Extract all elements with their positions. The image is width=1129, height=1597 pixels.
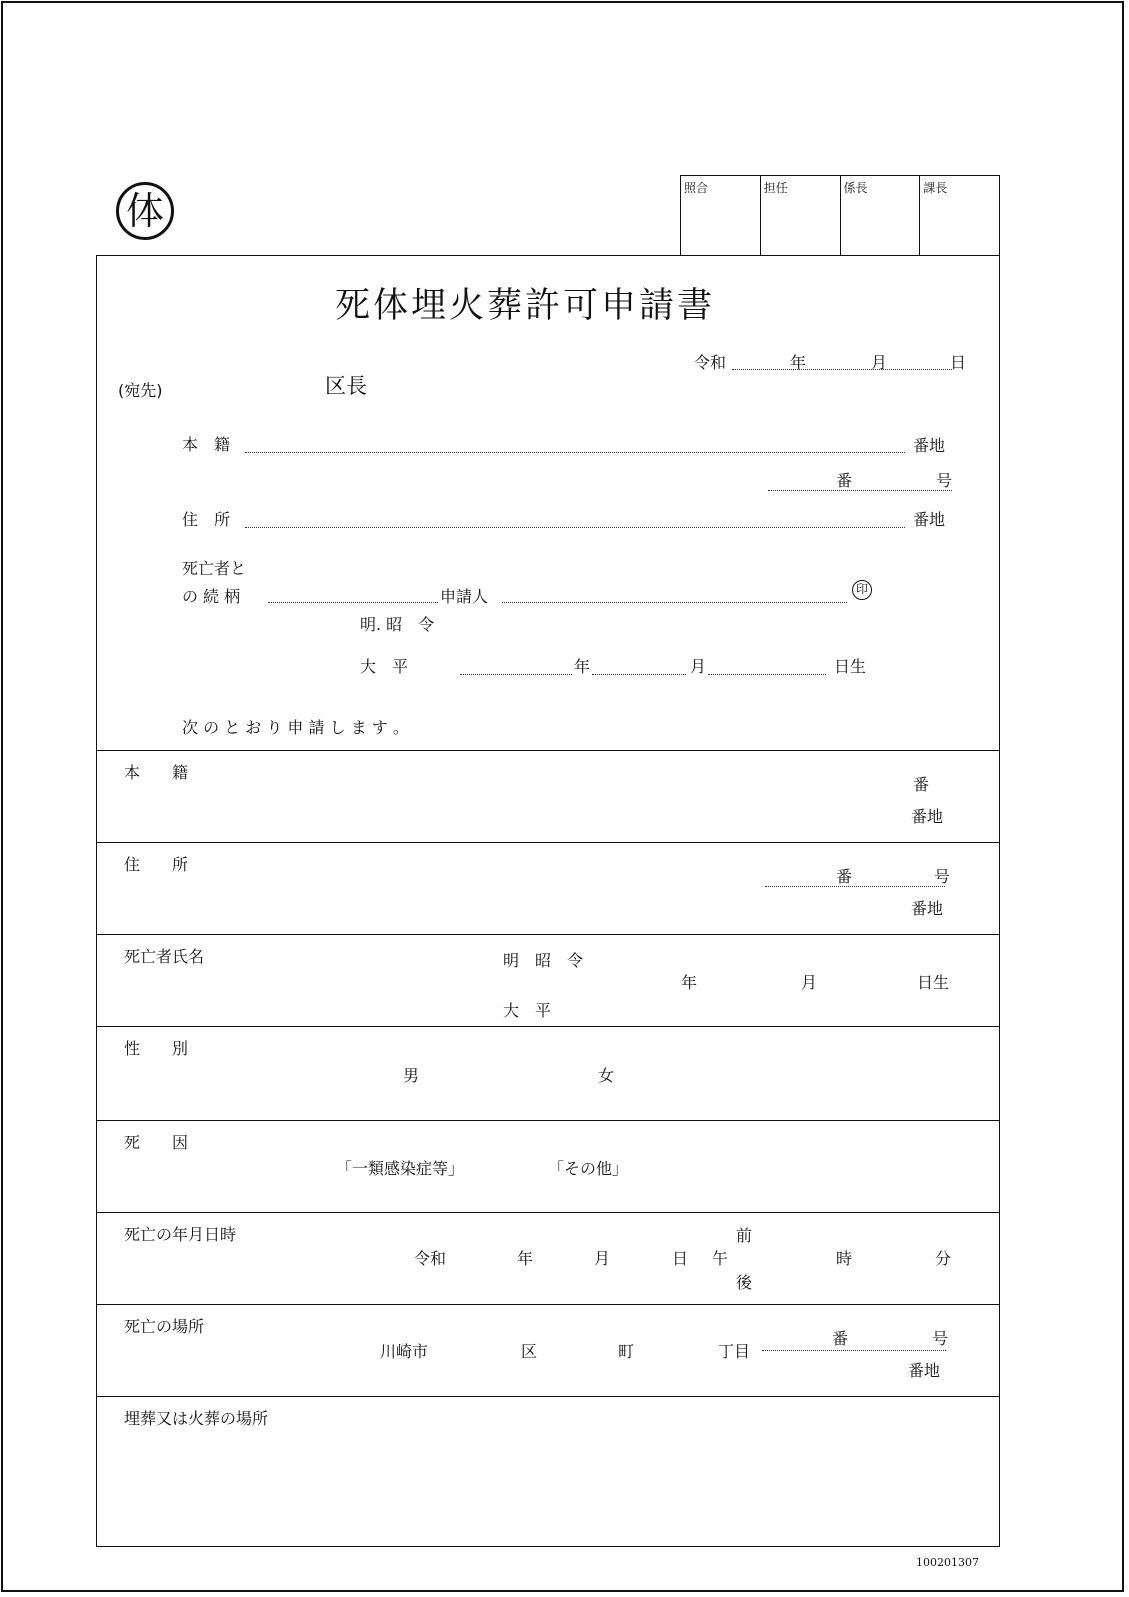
- circle-mark: 体: [116, 182, 174, 240]
- deceased-day: 日生: [917, 973, 950, 992]
- birth-era-line-2: 大 平: [360, 657, 409, 676]
- relation-label-2: の 続 柄: [182, 587, 241, 606]
- birth-year-field[interactable]: [460, 674, 572, 675]
- date-year-label: 年: [790, 353, 807, 372]
- form-box: [96, 255, 1000, 1547]
- death-am[interactable]: 前: [736, 1226, 753, 1245]
- cause-section-label: 死 因: [124, 1133, 189, 1152]
- deceased-year: 年: [681, 973, 698, 992]
- sex-male[interactable]: 男: [403, 1066, 420, 1085]
- approval-stamp-box: [680, 175, 1000, 255]
- cause-infectious[interactable]: 「一類感染症等」: [336, 1159, 465, 1178]
- deceased-name-label: 死亡者氏名: [124, 947, 205, 966]
- document-number: 100201307: [916, 1556, 979, 1569]
- birth-day-field[interactable]: [708, 674, 826, 675]
- applicant-address-field[interactable]: [245, 527, 905, 528]
- date-day-label: 日: [950, 353, 967, 372]
- applicant-honseki-ban: 番: [836, 471, 853, 490]
- death-place-label: 死亡の場所: [124, 1317, 205, 1336]
- death-place-number-field[interactable]: [762, 1350, 946, 1351]
- stamp-cell-manager: 課長: [919, 176, 999, 255]
- date-month-label: 月: [871, 353, 888, 372]
- divider: [96, 1396, 1000, 1397]
- divider: [96, 1212, 1000, 1213]
- death-place-go: 号: [932, 1329, 949, 1348]
- death-place-ban: 番: [832, 1329, 849, 1348]
- date-era: 令和: [694, 353, 727, 372]
- address-number-field[interactable]: [765, 886, 945, 887]
- sex-section-label: 性 別: [124, 1039, 189, 1058]
- address-ban: 番: [836, 867, 853, 886]
- divider: [96, 934, 1000, 935]
- address-go: 号: [934, 867, 951, 886]
- address-banchi: 番地: [911, 899, 944, 918]
- divider: [96, 842, 1000, 843]
- honseki-ban: 番: [913, 775, 930, 794]
- addressee-label: (宛先): [118, 381, 163, 400]
- applicant-honseki-go: 号: [936, 471, 953, 490]
- death-place-city: 川崎市: [380, 1342, 429, 1361]
- cause-other[interactable]: 「その他」: [548, 1159, 629, 1178]
- deceased-month: 月: [801, 973, 818, 992]
- date-field[interactable]: [732, 369, 952, 370]
- death-era: 令和: [414, 1249, 447, 1268]
- death-place-chome: 丁目: [718, 1342, 751, 1361]
- stamp-cell-check: 照合: [684, 181, 709, 195]
- death-noon: 午: [712, 1249, 729, 1268]
- relation-field[interactable]: [268, 602, 438, 603]
- death-year: 年: [517, 1249, 534, 1268]
- applicant-honseki-field[interactable]: [245, 452, 905, 453]
- applicant-name-label: 申請人: [440, 587, 489, 606]
- divider: [96, 1120, 1000, 1121]
- divider: [96, 1304, 1000, 1305]
- applicant-name-field[interactable]: [502, 602, 847, 603]
- honseki-section-label: 本 籍: [124, 763, 189, 782]
- deceased-era-1: 明 昭 令: [503, 951, 584, 970]
- death-place-banchi: 番地: [908, 1361, 941, 1380]
- birth-month-field[interactable]: [592, 674, 686, 675]
- death-pm[interactable]: 後: [736, 1273, 753, 1292]
- deceased-era-2: 大 平: [503, 1001, 552, 1020]
- death-datetime-label: 死亡の年月日時: [124, 1225, 237, 1244]
- relation-label-1: 死亡者と: [182, 559, 247, 578]
- divider: [96, 1026, 1000, 1027]
- death-month: 月: [594, 1249, 611, 1268]
- sex-female[interactable]: 女: [598, 1066, 615, 1085]
- birth-era-line-1: 明. 昭 令: [360, 615, 435, 634]
- applicant-honseki-number-field[interactable]: [768, 490, 952, 491]
- applicant-honseki-banchi: 番地: [913, 436, 946, 455]
- death-place-ward: 区: [521, 1342, 538, 1361]
- birth-day-label: 日生: [834, 657, 867, 676]
- applicant-honseki-label: 本 籍: [182, 435, 231, 454]
- seal-icon: 印: [852, 580, 872, 600]
- stamp-cell-staff: 担任: [760, 176, 840, 255]
- applicant-address-banchi: 番地: [913, 510, 946, 529]
- honseki-banchi: 番地: [911, 807, 944, 826]
- death-place-town: 町: [618, 1342, 635, 1361]
- burial-place-label: 埋葬又は火葬の場所: [124, 1409, 269, 1428]
- birth-year-label: 年: [574, 657, 591, 676]
- divider: [96, 750, 1000, 751]
- applicant-address-label: 住 所: [182, 510, 231, 529]
- addressee: 区長: [325, 374, 367, 398]
- birth-month-label: 月: [690, 657, 707, 676]
- death-day: 日: [672, 1249, 689, 1268]
- death-minute: 分: [935, 1249, 952, 1268]
- address-section-label: 住 所: [124, 855, 189, 874]
- death-hour: 時: [836, 1249, 853, 1268]
- document-title: 死体埋火葬許可申請書: [335, 286, 716, 326]
- statement: 次 の と お り 申 請 し ま す 。: [182, 718, 409, 737]
- stamp-cell-chief: 係長: [840, 176, 920, 255]
